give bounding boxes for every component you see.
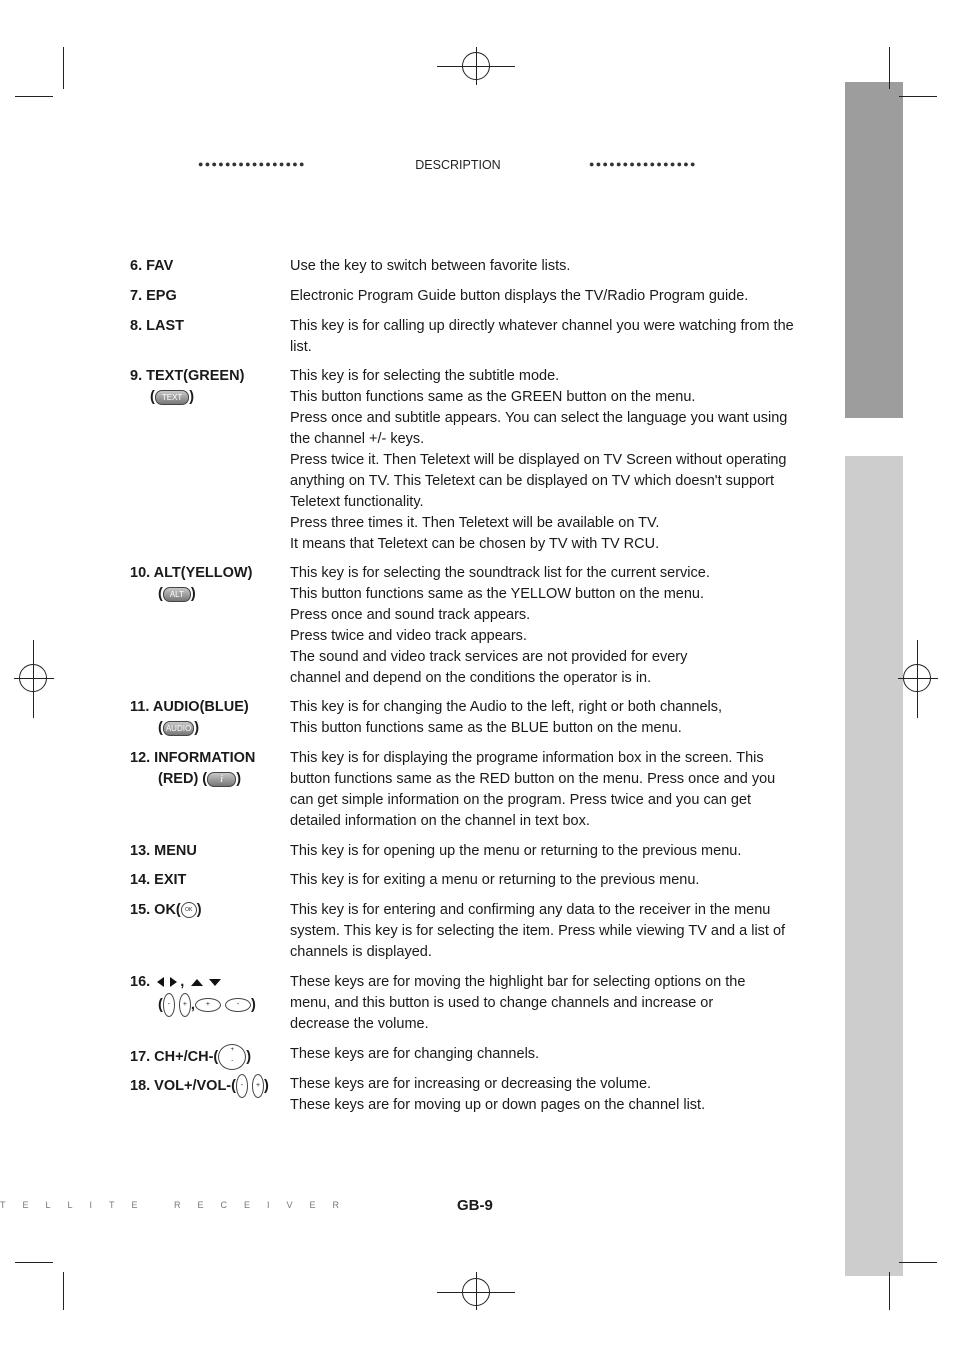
crop-mark [899,1262,937,1263]
entry-term: 7. EPG [130,288,177,304]
entry-description: This key is for calling up directly whatever channel you were watching from the list. [290,318,794,355]
entry-term: 11. AUDIO(BLUE) ( AUDIO ) [130,697,288,739]
entry-term: 10. ALT(YELLOW) ( ALT ) [130,563,288,605]
entry-term-icon: ( ALT ) [158,586,196,602]
footer-running-text: TELLITE RECEIVER [0,1200,357,1210]
entry-description: This key is for entering and confirming any data to the receiver in the menu system. This key is for selecting the item. Press while viewing TV and a list of channels is displayed. [290,902,786,960]
registration-mark-circle [903,664,931,692]
vol-plus-key-icon: + [179,993,191,1017]
crop-mark [899,96,937,97]
crop-mark [63,47,64,89]
left-arrow-icon [157,977,164,987]
alt-key-icon: ALT [163,587,191,602]
entry-description: These keys are for increasing or decreasing the volume. These keys are for moving up or down pages on the channel list. [290,1076,706,1113]
entry-term-icon: ( AUDIO ) [158,720,200,736]
vol-minus-key-icon: - [236,1074,248,1098]
entry-term-icon: ( TEXT ) [150,389,195,405]
entry-term: 12. INFORMATION (RED) ( i ) [130,748,288,790]
crop-mark [889,1272,890,1310]
entry-term: 8. LAST [130,318,184,334]
crop-mark [15,96,53,97]
vol-minus-key-icon: - [163,993,175,1017]
entry-term: 16. , ( - + , + - ) [130,972,288,1017]
down-arrow-icon [209,979,221,986]
ch-key-icon: + - [218,1044,246,1070]
entry-term: 13. MENU [130,843,197,859]
entry-description: This key is for opening up the menu or returning to the previous menu. [290,843,742,859]
crop-mark [889,47,890,89]
page-number: GB-9 [457,1197,493,1214]
entry-term-icon: ( - + , + - ) [130,993,288,1017]
entry-description: This key is for exiting a menu or returning to the previous menu. [290,872,700,888]
side-tab-dark [845,82,903,418]
entry-description: This key is for selecting the soundtrack list for the current service. This button functions same as the YELLOW button on the menu. Press once and sound track appears. Press twice and video track appears. The sound and video track services are not provided for every channel and depend on the conditions the operator is in. [290,565,710,686]
info-key-icon: i [207,772,236,787]
header-dots-right: ●●●●●●●●●●●●●●●● [589,159,697,169]
text-key-icon: TEXT [155,390,189,405]
page-title: DESCRIPTION [415,158,501,172]
ch-minus-key-icon: - [225,998,251,1012]
entry-description: These keys are for changing channels. [290,1046,540,1062]
entry-term: 17. CH+/CH-( + - ) [130,1044,300,1070]
ch-plus-key-icon: + [195,998,221,1012]
up-arrow-icon [191,979,203,986]
side-tab-light [845,456,903,1276]
vol-plus-key-icon: + [252,1074,264,1098]
registration-mark-circle [19,664,47,692]
entry-description: Use the key to switch between favorite lists. [290,258,571,274]
ok-key-icon: OK [181,902,197,918]
right-arrow-icon [170,977,177,987]
entry-term: 14. EXIT [130,872,187,888]
registration-mark-circle [462,1278,490,1306]
registration-mark-circle [462,52,490,80]
entry-description: This key is for displaying the programe information box in the screen. This button functions same as the RED button on the menu. Press once and you can get simple information on the program. Press twice and you can get detailed information on the channel in text box. [290,750,776,829]
entry-term: 15. OK( OK ) [130,902,202,918]
entry-term: 9. TEXT(GREEN) ( TEXT ) [130,366,288,408]
crop-mark [63,1272,64,1310]
entry-description: This key is for selecting the subtitle mode. This button functions same as the GREEN button on the menu. Press once and subtitle appears. You can select the language you want using the channel +/- keys. Press twice it. Then Teletext will be displayed on TV Screen without operating anything on TV. This Teletext can be displayed on TV which doesn't support Teletext functionality. Press three times it. Then Teletext will be available on TV. It means that Teletext can be chosen by TV with TV RCU. [290,368,788,552]
header-dots-left: ●●●●●●●●●●●●●●●● [198,159,306,169]
entry-term: 18. VOL+/VOL-( - + ) [130,1074,300,1098]
audio-key-icon: AUDIO [163,721,194,736]
crop-mark [15,1262,53,1263]
entry-term-icon: (RED) ( i ) [158,771,242,787]
entry-term: 6. FAV [130,258,174,274]
entry-description: This key is for changing the Audio to the left, right or both channels, This button functions same as the BLUE button on the menu. [290,699,723,736]
entry-description: These keys are for moving the highlight bar for selecting options on the menu, and this button is used to change channels and increase or decrease the volume. [290,974,746,1032]
entry-description: Electronic Program Guide button displays the TV/Radio Program guide. [290,288,749,304]
